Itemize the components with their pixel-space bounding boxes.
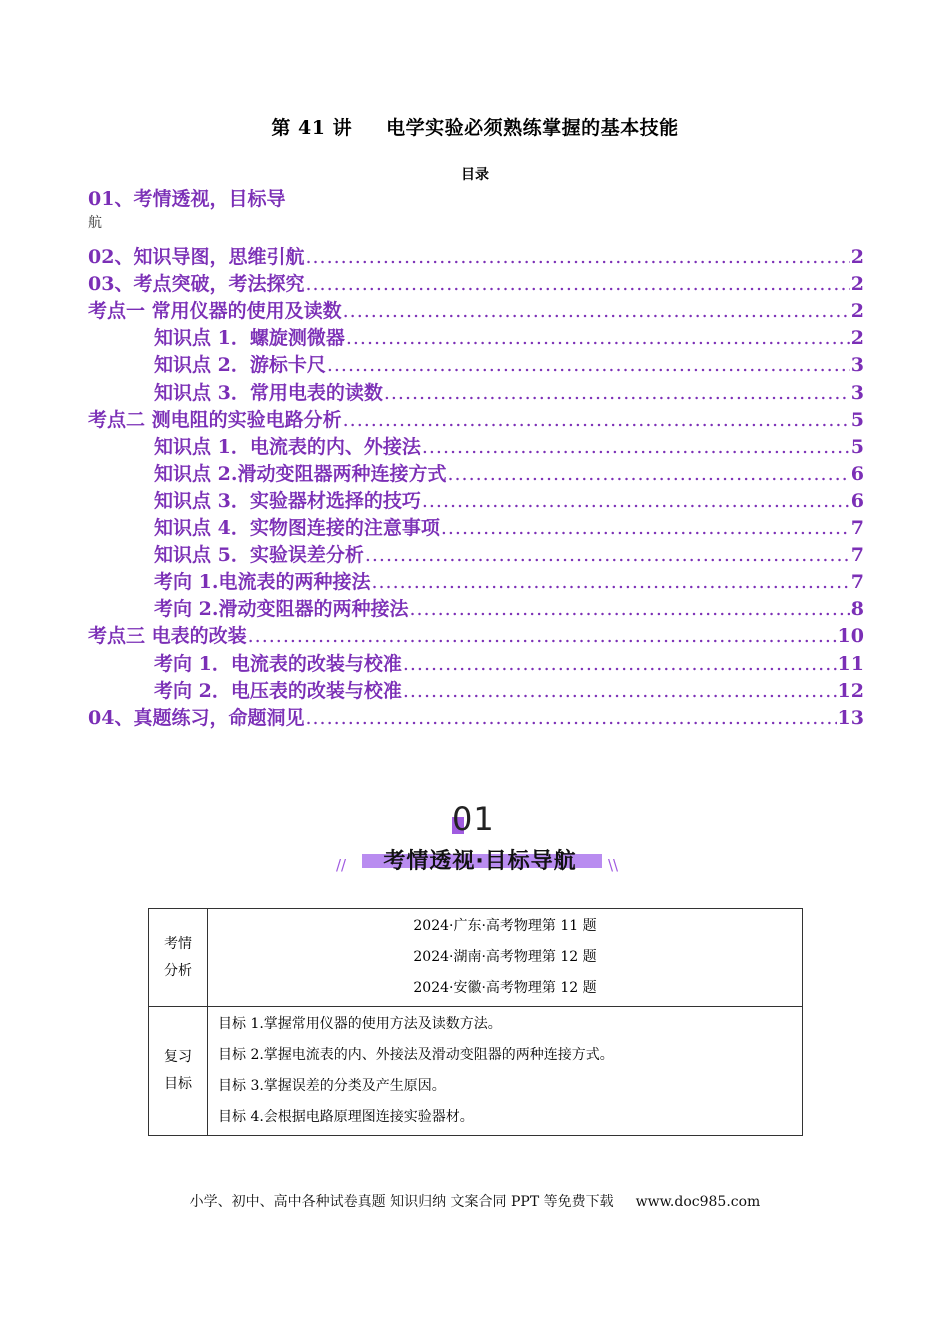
toc-page: 5 (850, 435, 864, 458)
toc-link[interactable] (88, 620, 864, 647)
toc-link[interactable] (88, 512, 864, 539)
toc-link[interactable] (88, 268, 864, 295)
toc-label: 知识点 2．游标卡尺 (154, 354, 326, 377)
goals-table (148, 908, 803, 1136)
toc-page: 10 (837, 625, 864, 648)
exam-item: 2024·安徽·高考物理第 12 题 (413, 980, 597, 996)
toc-page: 13 (837, 706, 864, 729)
row-header-line: 目标 (164, 1076, 192, 1092)
toc-leader (371, 571, 849, 593)
document-title (0, 113, 950, 140)
goal-item: 目标 1.掌握常用仪器的使用方法及读数方法。 (218, 1016, 502, 1032)
footer-text: 小学、初中、高中各种试卷真题 知识归纳 文案合同 PPT 等免费下载 (189, 1194, 614, 1210)
toc-label: 考点一 常用仪器的使用及读数 (88, 300, 342, 323)
goal-list (208, 1007, 803, 1136)
exam-item: 2024·广东·高考物理第 11 题 (413, 918, 597, 934)
toc-link[interactable] (88, 458, 864, 485)
toc-page: 6 (850, 489, 864, 512)
toc-page: 2 (850, 246, 864, 269)
goal-item: 目标 4.会根据电路原理图连接实验器材。 (218, 1109, 474, 1125)
toc-page: 7 (850, 517, 864, 540)
toc-leader (384, 382, 850, 404)
toc-page: 2 (850, 273, 864, 296)
toc-leader (441, 517, 850, 539)
toc-label: 考向 2．电压表的改装与校准 (154, 679, 402, 702)
row-header-analysis (149, 909, 208, 1007)
lecture-number: 第 41 讲 (271, 117, 353, 139)
toc-leader (248, 625, 837, 647)
toc-label: 知识点 1．螺旋测微器 (154, 327, 345, 350)
toc-page: 6 (850, 462, 864, 485)
toc-page: 3 (850, 381, 864, 404)
toc-leader (327, 354, 850, 376)
toc-link[interactable] (88, 295, 864, 322)
toc-link[interactable] (88, 349, 864, 376)
section-title: 考情透视·目标导航 (383, 849, 577, 874)
toc-label: 考点二 测电阻的实验电路分析 (88, 408, 342, 431)
toc-leader (403, 653, 837, 675)
toc-page: 2 (850, 327, 864, 350)
toc-link[interactable] (88, 485, 864, 512)
toc-link[interactable] (88, 431, 864, 458)
toc-leader (447, 463, 849, 485)
table-of-contents (88, 241, 864, 729)
toc-label: 考向 1．电流表的改装与校准 (154, 652, 402, 675)
toc-leader (403, 680, 837, 702)
toc-link-first-wrap[interactable]: 航 (88, 215, 102, 231)
toc-label: 知识点 4．实物图连接的注意事项 (154, 517, 440, 540)
toc-page: 12 (837, 679, 864, 702)
toc-heading: 目录 (461, 167, 489, 183)
toc-leader (365, 544, 850, 566)
banner-slash-right: \\ (608, 856, 619, 874)
toc-label: 知识点 2.滑动变阻器两种连接方式 (154, 462, 447, 485)
toc-link[interactable] (88, 647, 864, 674)
toc-leader (422, 490, 850, 512)
toc-label: 考向 2.滑动变阻器的两种接法 (154, 598, 409, 621)
toc-page: 11 (837, 652, 864, 675)
toc-page: 2 (850, 300, 864, 323)
toc-page: 8 (850, 598, 864, 621)
toc-label: 知识点 5．实验误差分析 (154, 544, 364, 567)
toc-link[interactable] (88, 241, 864, 268)
toc-page: 3 (850, 354, 864, 377)
footer-url[interactable]: www.doc985.com (635, 1194, 761, 1210)
toc-label: 知识点 3．实验器材选择的技巧 (154, 489, 421, 512)
row-header-goals (149, 1007, 208, 1136)
lecture-topic: 电学实验必须熟练掌握的基本技能 (386, 117, 679, 139)
section-number: 01 (452, 800, 495, 838)
toc-link[interactable] (88, 675, 864, 702)
toc-leader (346, 327, 850, 349)
toc-page: 7 (850, 571, 864, 594)
toc-link[interactable] (88, 539, 864, 566)
toc-label: 02、知识导图，思维引航 (88, 246, 305, 269)
exam-list (208, 909, 803, 1007)
toc-label: 03、考点突破，考法探究 (88, 273, 305, 296)
toc-link-first[interactable]: 01、考情透视，目标导 (88, 188, 286, 210)
row-header-line: 分析 (164, 962, 192, 979)
table-row (149, 909, 803, 1007)
row-header-line: 考情 (164, 935, 192, 952)
toc-link[interactable] (88, 702, 864, 729)
toc-leader (305, 273, 849, 295)
goal-item: 目标 3.掌握误差的分类及产生原因。 (218, 1078, 446, 1094)
toc-link[interactable] (88, 566, 864, 593)
toc-leader (409, 598, 849, 620)
toc-link[interactable] (88, 404, 864, 431)
toc-link[interactable] (88, 593, 864, 620)
toc-label: 04、真题练习，命题洞见 (88, 706, 305, 729)
row-header-line: 复习 (164, 1049, 192, 1065)
toc-label: 知识点 1．电流表的内、外接法 (154, 435, 421, 458)
toc-leader (305, 707, 836, 729)
toc-link[interactable] (88, 322, 864, 349)
section-banner (330, 800, 620, 880)
page-footer (0, 1191, 950, 1211)
exam-item: 2024·湖南·高考物理第 12 题 (413, 949, 597, 965)
toc-label: 考向 1.电流表的两种接法 (154, 571, 371, 594)
toc-page: 7 (850, 544, 864, 567)
banner-slash-left: // (336, 856, 347, 874)
toc-link[interactable] (88, 376, 864, 403)
toc-leader (343, 409, 850, 431)
toc-label: 考点三 电表的改装 (88, 625, 247, 648)
goal-item: 目标 2.掌握电流表的内、外接法及滑动变阻器的两种连接方式。 (218, 1047, 614, 1063)
toc-label: 知识点 3．常用电表的读数 (154, 381, 383, 404)
table-row (149, 1007, 803, 1136)
toc-leader (422, 436, 850, 458)
toc-leader (343, 300, 850, 322)
toc-leader (305, 246, 849, 268)
toc-page: 5 (850, 408, 864, 431)
